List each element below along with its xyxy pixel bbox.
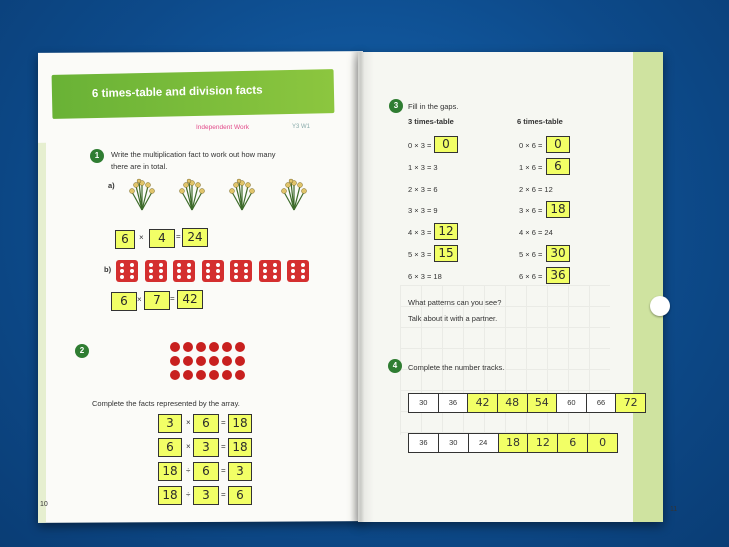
sticker-icon <box>650 296 670 316</box>
die-pip <box>216 269 220 273</box>
dice-six-icon <box>116 260 138 282</box>
die-pip <box>263 263 267 267</box>
page-number-right: 11 <box>670 506 678 513</box>
die-pip <box>120 275 124 279</box>
die-pip <box>149 275 153 279</box>
three-times-fact: 6 × 3 = 18 <box>408 271 442 281</box>
question-1-instruction-line1: Write the multiplication fact to work out how many <box>111 150 276 159</box>
q1a-answer-3[interactable]: 24 <box>182 228 208 247</box>
die-pip <box>291 275 295 279</box>
array-dot <box>235 370 245 380</box>
track-1-cell[interactable]: 42 <box>468 394 498 412</box>
dice-six-icon <box>173 260 195 282</box>
q1a-answer-1[interactable]: 6 <box>115 230 135 249</box>
six-times-fact: 3 × 6 = <box>519 206 543 216</box>
equals-sign: = <box>170 294 175 303</box>
three-times-answer[interactable]: 0 <box>434 136 458 153</box>
die-pip <box>130 275 134 279</box>
dice-six-icon <box>230 260 252 282</box>
page-number-left: 10 <box>40 501 48 508</box>
die-pip <box>187 275 191 279</box>
die-pip <box>206 275 210 279</box>
track-2-cell[interactable]: 0 <box>588 434 617 452</box>
six-times-fact: 4 × 6 = 24 <box>519 228 553 238</box>
operator-sign: ÷ <box>186 490 191 499</box>
die-pip <box>234 269 238 273</box>
die-pip <box>244 263 248 267</box>
year-tag: Y3 W1 <box>292 124 311 130</box>
number-track-2 <box>408 433 618 453</box>
track-2-cell[interactable]: 6 <box>558 434 588 452</box>
array-dot <box>222 370 232 380</box>
six-times-fact: 0 × 6 = <box>519 141 543 150</box>
q2-fact-c[interactable]: 6 <box>228 486 252 505</box>
array-dot <box>170 356 180 366</box>
die-pip <box>244 275 248 279</box>
die-pip <box>216 275 220 279</box>
die-pip <box>149 269 153 273</box>
array-dot <box>170 342 180 352</box>
operator-sign: × <box>186 442 191 451</box>
q2-fact-c[interactable]: 18 <box>228 414 252 433</box>
die-pip <box>273 263 277 267</box>
three-times-fact: 5 × 3 = <box>408 250 432 259</box>
question-4-instruction: Complete the number tracks. <box>408 363 505 372</box>
flower-bunch-icon <box>178 176 206 210</box>
q2-fact-b[interactable]: 3 <box>193 486 219 505</box>
die-pip <box>273 275 277 279</box>
flower-bunch-icon <box>128 176 156 210</box>
q1b-answer-3[interactable]: 42 <box>177 290 203 309</box>
array-dot <box>170 370 180 380</box>
part-a-label: a) <box>108 181 115 190</box>
six-times-fact: 1 × 6 = <box>519 162 543 172</box>
patterns-question: What patterns can you see? <box>408 298 502 307</box>
die-pip <box>244 269 248 273</box>
six-times-answer[interactable]: 18 <box>546 201 570 218</box>
title-banner <box>52 69 335 119</box>
q2-fact-b[interactable]: 6 <box>193 462 219 481</box>
q2-fact-a[interactable]: 18 <box>158 462 182 481</box>
six-times-fact: 2 × 6 = 12 <box>519 184 553 194</box>
q1b-answer-2[interactable]: 7 <box>144 291 170 310</box>
flower-bunch-icon <box>280 176 308 210</box>
track-2-cell[interactable]: 18 <box>499 434 529 452</box>
six-times-answer[interactable]: 30 <box>546 245 570 262</box>
q2-fact-a[interactable]: 3 <box>158 414 182 433</box>
six-times-answer[interactable]: 0 <box>546 136 570 153</box>
question-3-badge: 3 <box>389 99 403 113</box>
track-2-cell[interactable]: 12 <box>528 434 558 452</box>
array-dot <box>196 370 206 380</box>
talk-prompt: Talk about it with a partner. <box>408 314 498 323</box>
q2-fact-b[interactable]: 3 <box>193 438 219 457</box>
question-2-badge: 2 <box>75 344 89 358</box>
die-pip <box>120 263 124 267</box>
operator-sign: × <box>186 418 191 427</box>
q2-fact-c[interactable]: 3 <box>228 462 252 481</box>
dice-six-icon <box>259 260 281 282</box>
question-1-instruction-line2: there are in total. <box>111 162 168 171</box>
six-times-answer[interactable]: 36 <box>546 267 570 284</box>
equals-sign: = <box>221 466 226 475</box>
die-pip <box>206 269 210 273</box>
heading-3-times-table: 3 times-table <box>408 117 454 126</box>
dice-six-icon <box>202 260 224 282</box>
array-dot <box>209 342 219 352</box>
die-pip <box>177 263 181 267</box>
die-pip <box>216 263 220 267</box>
q1a-answer-2[interactable]: 4 <box>149 229 175 248</box>
three-times-fact: 4 × 3 = <box>408 228 432 238</box>
die-pip <box>263 269 267 273</box>
die-pip <box>159 263 163 267</box>
three-times-fact: 2 × 3 = 6 <box>408 184 438 194</box>
track-1-cell[interactable]: 54 <box>528 394 558 412</box>
book-spine <box>350 52 374 522</box>
three-times-answer[interactable]: 15 <box>434 245 458 262</box>
die-pip <box>177 269 181 273</box>
times-sign: × <box>137 295 142 304</box>
track-2-cell: 36 <box>409 434 439 452</box>
die-pip <box>301 269 305 273</box>
die-pip <box>291 263 295 267</box>
left-page-margin-band <box>38 143 46 523</box>
track-2-cell: 24 <box>469 434 499 452</box>
track-1-cell[interactable]: 48 <box>498 394 528 412</box>
array-dot <box>235 342 245 352</box>
page-title: 6 times-table and division facts <box>91 84 263 101</box>
q2-fact-b[interactable]: 6 <box>193 414 219 433</box>
die-pip <box>159 269 163 273</box>
array-dot <box>183 370 193 380</box>
part-b-label: b) <box>104 265 112 274</box>
die-pip <box>273 269 277 273</box>
independent-work-label: Independent Work <box>196 124 249 131</box>
die-pip <box>177 275 181 279</box>
operator-sign: ÷ <box>186 466 191 475</box>
equals-sign: = <box>221 490 226 499</box>
six-times-fact: 6 × 6 = <box>519 271 543 281</box>
die-pip <box>187 269 191 273</box>
array-dot <box>222 356 232 366</box>
die-pip <box>301 275 305 279</box>
die-pip <box>120 269 124 273</box>
array-dot <box>183 356 193 366</box>
track-1-cell: 36 <box>439 394 469 412</box>
die-pip <box>130 263 134 267</box>
track-1-cell[interactable]: 72 <box>616 394 645 412</box>
equals-sign: = <box>176 232 181 241</box>
dice-six-icon <box>145 260 167 282</box>
die-pip <box>206 263 210 267</box>
q1b-answer-1[interactable]: 6 <box>111 292 137 311</box>
track-1-cell: 30 <box>409 394 439 412</box>
equals-sign: = <box>221 418 226 427</box>
right-page-margin-band <box>633 52 663 522</box>
die-pip <box>159 275 163 279</box>
die-pip <box>291 269 295 273</box>
question-2-instruction: Complete the facts represented by the array. <box>92 399 240 408</box>
dice-six-icon <box>287 260 309 282</box>
q2-fact-c[interactable]: 18 <box>228 438 252 457</box>
die-pip <box>234 275 238 279</box>
die-pip <box>301 263 305 267</box>
die-pip <box>234 263 238 267</box>
array-dot <box>235 356 245 366</box>
array-dot <box>209 370 219 380</box>
three-times-fact: 0 × 3 = <box>408 141 432 150</box>
number-track-1 <box>408 393 646 413</box>
q2-fact-a[interactable]: 6 <box>158 438 182 457</box>
question-4-badge: 4 <box>388 359 402 373</box>
three-times-fact: 1 × 3 = 3 <box>408 162 438 172</box>
array-dot <box>183 342 193 352</box>
question-1-badge: 1 <box>90 149 104 163</box>
array-dot <box>196 356 206 366</box>
track-2-cell: 30 <box>439 434 469 452</box>
question-3-instruction: Fill in the gaps. <box>408 102 459 111</box>
die-pip <box>130 269 134 273</box>
die-pip <box>149 263 153 267</box>
three-times-fact: 3 × 3 = 9 <box>408 206 438 216</box>
six-times-answer[interactable]: 6 <box>546 158 570 175</box>
array-dot <box>209 356 219 366</box>
array-dot <box>222 342 232 352</box>
die-pip <box>263 275 267 279</box>
times-sign: × <box>139 233 144 242</box>
q2-fact-a[interactable]: 18 <box>158 486 182 505</box>
equals-sign: = <box>221 442 226 451</box>
heading-6-times-table: 6 times-table <box>517 117 563 126</box>
flower-bunch-icon <box>228 176 256 210</box>
die-pip <box>187 263 191 267</box>
three-times-answer[interactable]: 12 <box>434 223 458 240</box>
six-times-fact: 5 × 6 = <box>519 250 543 259</box>
array-dot <box>196 342 206 352</box>
track-1-cell: 66 <box>587 394 617 412</box>
track-1-cell: 60 <box>557 394 587 412</box>
